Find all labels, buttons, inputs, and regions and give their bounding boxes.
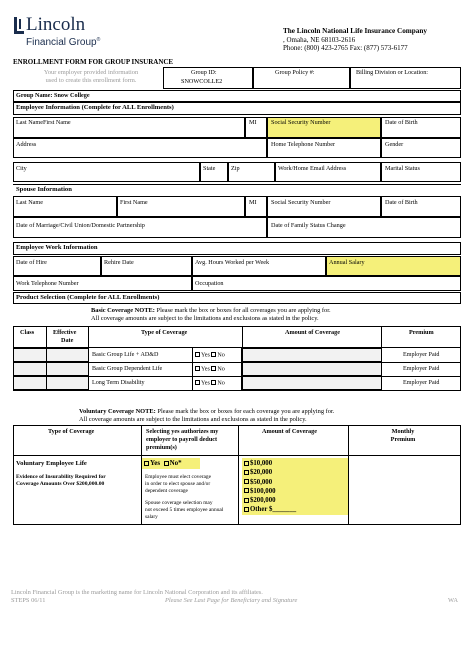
col-effective: Effective [53,329,77,336]
basic-class-cell-div [46,348,47,390]
basic-dep-yes-checkbox[interactable] [195,366,200,371]
logo-sub: Financial Group® [26,37,101,48]
vol-col-div-2 [238,425,239,525]
billing-label: Billing Division or Location: [356,69,429,76]
product-header: Product Selection (Complete for ALL Enrollments) [16,294,160,301]
work-occupation-field[interactable] [192,276,461,291]
work-salary-label: Annual Salary [329,259,365,266]
employee-mi-label: MI [249,119,257,126]
work-hire-label: Date of Hire [16,259,47,266]
footer-marketing: Lincoln Financial Group is the marketing name for Lincoln National Corporation and its affiliates. [11,589,263,596]
vol-yes-checkbox[interactable] [144,461,149,466]
group-policy-label: Group Policy #: [275,69,315,76]
employee-city-label: City [16,165,27,172]
col-date: Date [61,337,74,344]
basic-table-header [13,326,461,348]
vol-amount-10000[interactable]: $10,000 [244,459,296,468]
basic-rowline-4 [381,376,461,377]
employee-ssn-label: Social Security Number [271,119,331,126]
basic-life-premium: Employer Paid [403,352,440,358]
vol-no-checkbox[interactable] [164,461,169,466]
employee-email-label: Work/Home Email Address [278,165,347,172]
company-address: , Omaha, NE 68103-2616 [283,36,356,44]
company-name: The Lincoln National Life Insurance Company [283,27,427,35]
basic-rowline-1 [88,362,242,363]
group-id-label: Group ID: [191,69,217,76]
footer-state: WA [448,597,458,604]
employer-note: Your employer provided information used to create this enrollment form. [43,69,139,84]
employee-city-field[interactable] [13,162,200,182]
voluntary-note: Voluntary Coverage NOTE: Please mark the box or boxes for each coverage you are applying for. [79,408,335,415]
basic-rowline-2 [88,376,242,377]
logo-name: Lincoln [26,14,86,35]
work-phone-label: Work Telephone Number [16,280,79,287]
employee-marital-label: Marital Status [385,165,420,172]
vol-not-exceed: Spouse coverage selection may not exceed 5 times employee annual salary [145,500,224,520]
vol-amount-20000[interactable]: $20,000 [244,468,296,477]
col-premium: Premium [409,329,434,336]
vol-amount-200000-checkbox[interactable] [244,498,249,503]
voluntary-note-2: All coverage amounts are subject to the limitations and exclusions as stated in the policy. [79,416,307,423]
spouse-dob-label: Date of Birth [385,199,418,206]
basic-life-type: Basic Group Life + AD&D [92,352,159,358]
ltd-premium: Employer Paid [403,380,440,386]
spouse-first-name-label: First Name [120,199,148,206]
ltd-yes-checkbox[interactable] [195,380,200,385]
footer-see-last: Please See Last Page for Beneficiary and Signature [165,597,298,604]
spouse-marriage-label: Date of Marriage/Civil Union/Domestic Partnership [16,222,145,229]
work-hours-label: Avg. Hours Worked per Week [195,259,270,266]
spouse-info-header: Spouse Information [16,186,72,193]
employee-address-field[interactable] [13,138,267,158]
employee-address-label: Address [16,141,37,148]
vol-header-line [13,455,461,456]
spouse-ssn-label: Social Security Number [271,199,331,206]
work-info-header: Employee Work Information [16,244,98,251]
basic-type-cell-div [242,348,243,390]
company-phone: Phone: (800) 423-2765 Fax: (877) 573-6177 [283,44,408,52]
spouse-last-name-label: Last Name [16,199,43,206]
lincoln-logo-mark-icon [13,16,25,36]
vol-amount-100000-checkbox[interactable] [244,488,249,493]
col-type: Type of Coverage [141,329,188,336]
basic-note-2: All coverage amounts are subject to the limitations and exclusions as stated in the policy. [91,315,319,322]
vol-col-monthly-premium: Monthly Premium [390,428,416,443]
group-id-value: SNOWCOLLE2 [181,78,223,85]
basic-type-div [192,348,193,390]
vol-col-div-1 [141,425,142,525]
spouse-mi-label: MI [249,199,257,206]
vol-amount-20000-checkbox[interactable] [244,470,249,475]
basic-bottom-line [13,390,461,391]
basic-dep-premium: Employer Paid [403,366,440,372]
vol-amount-10000-checkbox[interactable] [244,461,249,466]
basic-dep-type: Basic Group Dependent Life [92,366,163,372]
vol-life-label: Voluntary Employee Life [16,460,87,467]
employee-dob-label: Date of Birth [385,119,418,126]
employee-info-header: Employee Information (Complete for ALL Enrollments) [16,104,174,111]
spouse-info-header-row [13,184,461,195]
basic-life-yes-checkbox[interactable] [195,352,200,357]
employee-name-label: Last NameFirst Name [16,119,71,126]
employee-state-label: State [203,165,216,172]
col-amount: Amount of Coverage [285,329,340,336]
spouse-family-status-label: Date of Family Status Change [271,222,346,229]
vol-col-amount: Amount of Coverage [262,428,317,435]
lincoln-logo [13,14,101,52]
vol-amount-other[interactable]: Other $_______ [244,505,296,514]
vol-amount-50000-checkbox[interactable] [244,479,249,484]
basic-dep-no-checkbox[interactable] [211,366,216,371]
col-class: Class [20,329,35,336]
vol-col-div-3 [348,425,349,525]
vol-yes-no[interactable]: Yes No* [144,459,182,467]
basic-dep-choice[interactable]: Yes No [195,366,225,373]
basic-note: Basic Coverage NOTE: Please mark the box or boxes for all coverages you are applying for. [91,307,331,314]
basic-rowline-3 [381,362,461,363]
basic-life-no-checkbox[interactable] [211,352,216,357]
work-rehire-label: Rehire Date [104,259,134,266]
form-title: ENROLLMENT FORM FOR GROUP INSURANCE [13,58,174,66]
employee-gender-label: Gender [385,141,404,148]
vol-amount-100000[interactable]: $100,000 [244,487,296,496]
vol-must-elect: Employee must elect coverage in order to elect spouse and/or dependent coverage [145,474,212,494]
vol-amount-other-checkbox[interactable] [244,507,249,512]
work-occupation-label: Occupation [195,280,224,287]
ltd-type: Long Term Disability [92,380,145,386]
vol-amount-50000[interactable]: $50,000 [244,478,296,487]
employee-zip-label: Zip [231,165,240,172]
ltd-no-checkbox[interactable] [211,380,216,385]
basic-life-choice[interactable]: Yes No [195,352,225,359]
group-name: Group Name: Snow College [16,92,90,99]
vol-col-type: Type of Coverage [48,428,95,435]
ltd-choice[interactable]: Yes No [195,380,225,387]
footer-code: STEPS 06/11 [11,597,46,604]
vol-amount-200000[interactable]: $200,000 [244,496,296,505]
employee-home-phone-label: Home Telephone Number [271,141,336,148]
vol-col-selecting: Selecting yes authorizes my employer to payroll deduct premium(s) [146,428,219,451]
vol-amounts [244,459,296,515]
vol-evidence: Evidence of Insurability Required for Coverage Amounts Over $200,000.00 [16,474,106,487]
